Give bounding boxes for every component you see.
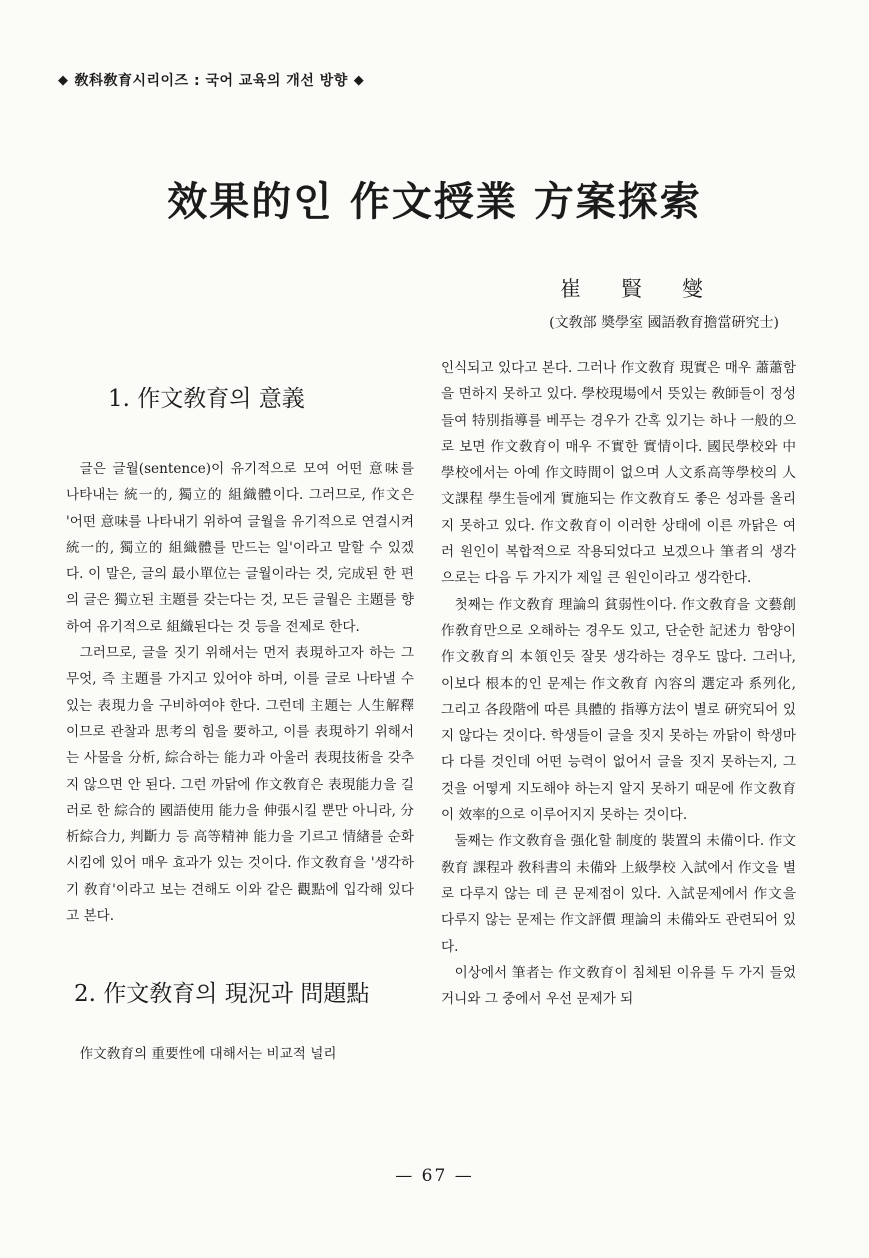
paragraph: 글은 글월(sentence)이 유기적으로 모여 어떤 意味를 나타내는 統一的, 獨立的 組織體이다. 그러므로, 作文은 '어떤 意味를 나타내기 위하여 글월을 유기적으로 연결시켜 統一的, 獨立的 組織體를 만드는 일'이라고 말할 수 있겠다. 이 말은, 글의 最小單位는 글월이라는 것, 完成된 한 편의 글은 獨立된 主題를 갖는다는 것, 모든 글월은 主題를 향하여 유기적으로 組織된다는 것 등을 전제로 한다.	[66, 461, 415, 635]
paragraph: 그러므로, 글을 짓기 위해서는 먼저 表現하고자 하는 그 무엇, 즉 主題를 가지고 있어야 하며, 이를 글로 나타낼 수 있는 表現力을 구비하여야 한다. 그런데 主題는 人生解釋이므로 관찰과 思考의 힘을 要하고, 이를 表現하기 위해서는 사물을 分析, 綜合하는 能力과 아울러 表現技術을 갖추지 않으면 안 된다. 그런 까닭에 作文敎育은 表現能力을 길러로 한 綜合的 國語使用 能力을 伸張시킬 뿐만 아니라, 分析綜合力, 判斷力 등 高等精神 能力을 기르고 情緖를 순화시킴에 있어 매우 효과가 있는 것이다. 作文敎育을 '생각하기 敎育'이라고 보는 견해도 이와 같은 觀點에 입각해 있다고 본다.	[66, 645, 414, 925]
paragraph: 이상에서 筆者는 作文敎育이 침체된 이유를 두 가지 들었거니와 그 중에서 우선 문제가 되	[441, 964, 796, 1008]
author-name: 崔賢燮	[560, 277, 743, 301]
section-heading-2: 2. 作文敎育의 現況과 問題點	[74, 981, 370, 1008]
series-header	[58, 70, 364, 90]
author-affiliation: (文敎部 奬學室 國語敎育擔當硏究士)	[549, 315, 779, 331]
paragraph: 인식되고 있다고 본다. 그러나 作文敎育 現實은 매우 蕭蕭함을 면하지 못하고 있다. 學校現場에서 뜻있는 敎師들이 정성들여 特別指導를 베푸는 경우가 간혹 있기는 하나 一般的으로 보면 作文敎育이 매우 不實한 實情이다. 國民學校와 中學校에서는 아예 作文時間이 없으며 人文系高等學校의 人文課程 學生들에게 實施되는 作文敎育도 좋은 성과를 올리지 못하고 있다. 作文敎育이 이러한 상태에 이른 까닭은 여러 원인이 복합적으로 작용되었다고 보겠으나 筆者의 생각으로는 다음 두 가지가 제일 큰 원인이라고 생각한다.	[441, 360, 796, 587]
page-number: — 67 —	[395, 1166, 474, 1186]
diamond-icon: ◆	[58, 72, 69, 88]
right-column	[441, 355, 796, 1012]
paragraph: 첫째는 作文敎育 理論의 貧弱性이다. 作文敎育을 文藝創作敎育만으로 오해하는 경우도 있고, 단순한 記述力 함양이 作文敎育의 本領인듯 잘못 생각하는 경우도 많다. 그러나, 이보다 根本的인 문제는 作文敎育 內容의 選定과 系列化, 그리고 各段階에 따른 具體的 指導方法이 별로 硏究되어 있지 않다는 것이다. 학생들이 글을 짓지 못하는 까닭이 학생마다 다를 것인데 어떤 능력이 없어서 글을 짓지 못하는지, 그것을 어떻게 지도해야 하는지 알지 못하기 때문에 作文敎育이 效率的으로 이루어지지 못하는 것이다.	[441, 596, 796, 824]
section-heading-1: 1. 作文敎育의 意義	[108, 386, 305, 412]
diamond-icon: ◆	[353, 72, 365, 88]
left-column	[66, 361, 414, 1068]
paragraph: 둘째는 作文敎育을 强化할 制度的 裝置의 未備이다. 作文敎育 課程과 敎科書의 未備와 上級學校 入試에서 作文을 별로 다루지 않는 데 큰 문제점이 있다. 入試문제에서 作文을 다루지 않는 문제는 作文評價 理論의 未備와도 관련되어 있다.	[441, 833, 796, 955]
paragraph: 作文敎育의 重要性에 대해서는 비교적 널리	[79, 1046, 337, 1063]
series-label: 敎科敎育시리이즈 : 국어 교육의 개선 방향	[74, 73, 348, 89]
article-title: 效果的인 作文授業 方案探索	[167, 178, 702, 225]
